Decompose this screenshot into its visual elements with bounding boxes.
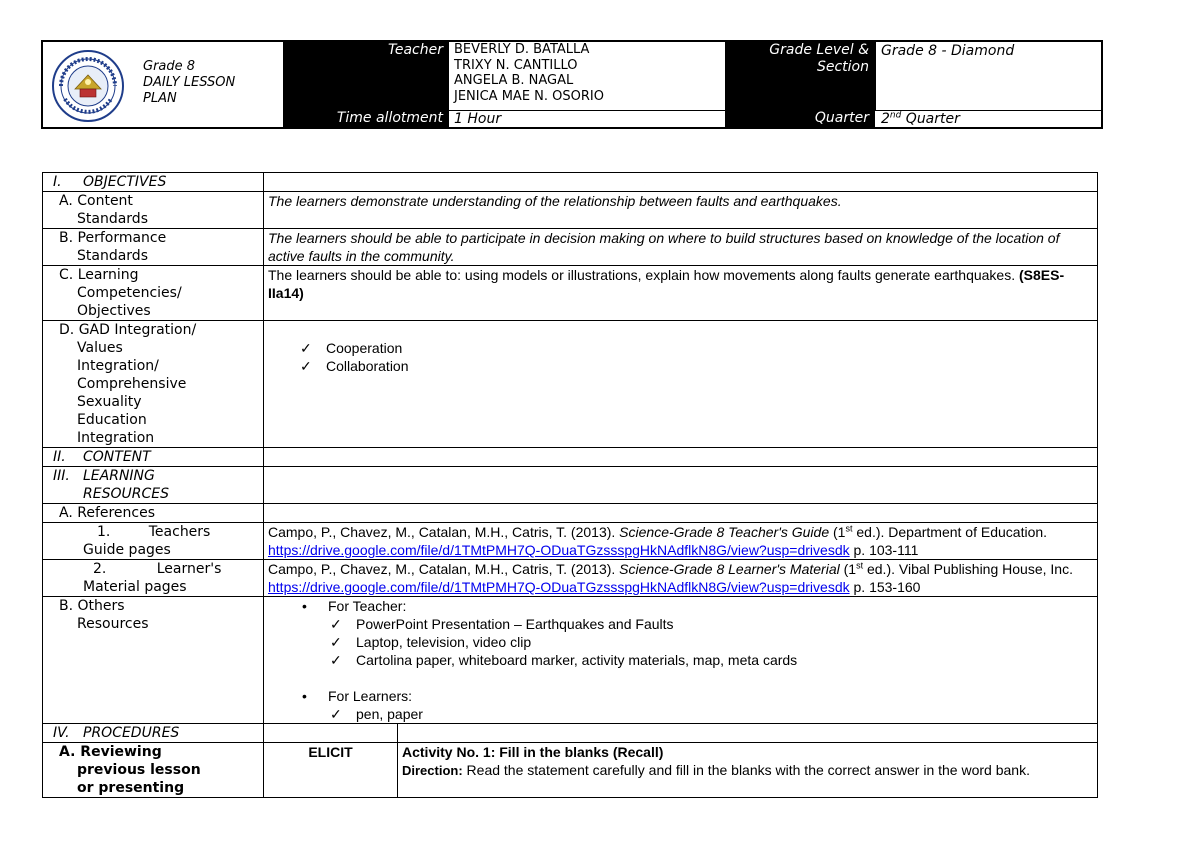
doc-title-line: DAILY LESSON (143, 75, 236, 90)
learners-material-row (43, 560, 1098, 597)
quarter-value: 2nd Quarter (875, 110, 1101, 128)
performance-standards-row (43, 229, 1098, 266)
other-resources-row (43, 597, 1098, 724)
other-resources-list (264, 597, 1098, 724)
checkmark-icon: ✓ (300, 340, 312, 356)
deped-seal-icon (51, 49, 125, 123)
reviewing-row (43, 743, 1098, 798)
grade-label-line: Section (816, 59, 869, 75)
teacher-label: Teacher (283, 42, 449, 116)
references-row (43, 504, 1098, 523)
section-heading: IV. PROCEDURES (43, 724, 264, 743)
activity-description: Activity No. 1: Fill in the blanks (Recall) Direction: Read the statement carefully and fill in the blanks with the correct answer in the word bank. (398, 743, 1098, 798)
learners-material-text: Campo, P., Chavez, M., Catalan, M.H., Catris, T. (2013). Science-Grade 8 Learner's Material (1st ed.). Vibal Publishing House, Inc. https://drive.google.com/file/d/1TMtPMH7Q-ODuaTGzssspgHkNAdflkN8G/view?usp=drivesdk p. 153-160 (264, 560, 1098, 597)
phase-elicit: ELICIT (264, 743, 398, 798)
teacher-name: ANGELA B. NAGAL (454, 73, 574, 88)
time-allotment-value: 1 Hour (449, 110, 725, 128)
competencies-text: The learners should be able to: using models or illustrations, explain how movements along faults generate earthquakes. (S8ES-IIa14) (264, 266, 1098, 321)
teachers-guide-label: 1. Teachers Guide pages (43, 523, 264, 560)
empty-cell (398, 724, 1098, 743)
grade-level-label (725, 42, 875, 110)
content-row (43, 448, 1098, 467)
checkmark-icon: ✓ (330, 616, 342, 632)
list-item: ✓ Laptop, television, video clip (330, 634, 532, 650)
list-item: ✓ Cooperation (300, 340, 403, 356)
checkmark-icon: ✓ (330, 634, 342, 650)
performance-standards-text: The learners should be able to participate in decision making on where to build structures based on knowledge of the location of active faults in the community. (264, 229, 1098, 266)
empty-cell (264, 724, 398, 743)
grade-label-line: Grade Level & (769, 42, 869, 58)
objectives-row (43, 173, 1098, 192)
content-standards-label: A. Content Standards (43, 192, 264, 229)
learners-material-link[interactable]: https://drive.google.com/file/d/1TMtPMH7Q-ODuaTGzssspgHkNAdflkN8G/view?usp=drivesdk (268, 579, 850, 595)
time-allotment-label: Time allotment (283, 110, 449, 127)
teachers-guide-row (43, 523, 1098, 560)
teachers-guide-link[interactable]: https://drive.google.com/file/d/1TMtPMH7Q-ODuaTGzssspgHkNAdflkN8G/view?usp=drivesdk (268, 542, 850, 558)
checkmark-icon: ✓ (330, 706, 342, 722)
section-heading: II. CONTENT (43, 448, 264, 467)
checkmark-icon: ✓ (300, 358, 312, 374)
teacher-name: JENICA MAE N. OSORIO (454, 88, 604, 104)
empty-cell (264, 448, 1098, 467)
checkmark-icon: ✓ (330, 652, 342, 668)
quarter-label: Quarter (725, 110, 875, 127)
lesson-plan-header (41, 40, 1103, 129)
section-heading: III. LEARNING RESOURCES (43, 467, 264, 504)
bullet-icon: • (302, 598, 307, 614)
grade-level-value: Grade 8 - Diamond (881, 43, 1015, 59)
teachers-guide-text: Campo, P., Chavez, M., Catalan, M.H., Catris, T. (2013). Science-Grade 8 Teacher's Guide (1st ed.). Department of Education. https://drive.google.com/file/d/1TMtPMH7Q-ODuaTGzssspgHkNAdflkN8G/view?usp=drivesdk p. 103-111 (264, 523, 1098, 560)
list-item: ✓ pen, paper (330, 706, 423, 722)
bullet-icon: • (302, 688, 307, 704)
lesson-plan-table (42, 172, 1098, 798)
competency-code: (S8ES-IIa14) (268, 267, 1065, 301)
divider (875, 42, 876, 110)
empty-cell (264, 467, 1098, 504)
gad-label: D. GAD Integration/ Values Integration/ Comprehensive Sexuality Education Integration (43, 321, 264, 448)
teacher-names (454, 42, 724, 104)
content-standards-row (43, 192, 1098, 229)
direction-label: Direction: (402, 763, 463, 778)
other-resources-label: B. Others Resources (43, 597, 264, 724)
activity-title: Activity No. 1: Fill in the blanks (Recall) (402, 744, 664, 760)
gad-row (43, 321, 1098, 448)
learning-resources-row (43, 467, 1098, 504)
reviewing-label: A. Reviewing previous lesson or presenting (43, 743, 264, 798)
content-standards-text: The learners demonstrate understanding of the relationship between faults and earthquakes. (264, 192, 1098, 229)
empty-cell (264, 504, 1098, 523)
procedures-row (43, 724, 1098, 743)
document-title (143, 59, 235, 107)
performance-standards-label: B. Performance Standards (43, 229, 264, 266)
learners-material-label: 2. Learner's Material pages (43, 560, 264, 597)
teacher-name: BEVERLY D. BATALLA (454, 42, 590, 57)
gad-values (264, 321, 1098, 448)
empty-cell (264, 173, 1098, 192)
competencies-row (43, 266, 1098, 321)
doc-title-line: PLAN (143, 91, 177, 106)
teacher-name: TRIXY N. CANTILLO (454, 57, 578, 73)
list-item: ✓ Cartolina paper, whiteboard marker, activity materials, map, meta cards (330, 652, 798, 668)
references-label: A. References (43, 504, 264, 523)
list-item: • For Learners: ✓ pen, paper (302, 687, 1093, 723)
competencies-label: C. Learning Competencies/ Objectives (43, 266, 264, 321)
doc-title-line: Grade 8 (143, 59, 196, 74)
section-heading: I. OBJECTIVES (43, 173, 264, 192)
list-item: ✓ Collaboration (300, 358, 409, 374)
list-item: ✓ PowerPoint Presentation – Earthquakes and Faults (330, 616, 674, 632)
list-item: • For Teacher: ✓ PowerPoint Presentation – Earthquakes and Faults ✓ Laptop, television, video clip ✓ Cartolina paper, whiteboard marker, activity materials, map, meta cards (302, 597, 1093, 669)
